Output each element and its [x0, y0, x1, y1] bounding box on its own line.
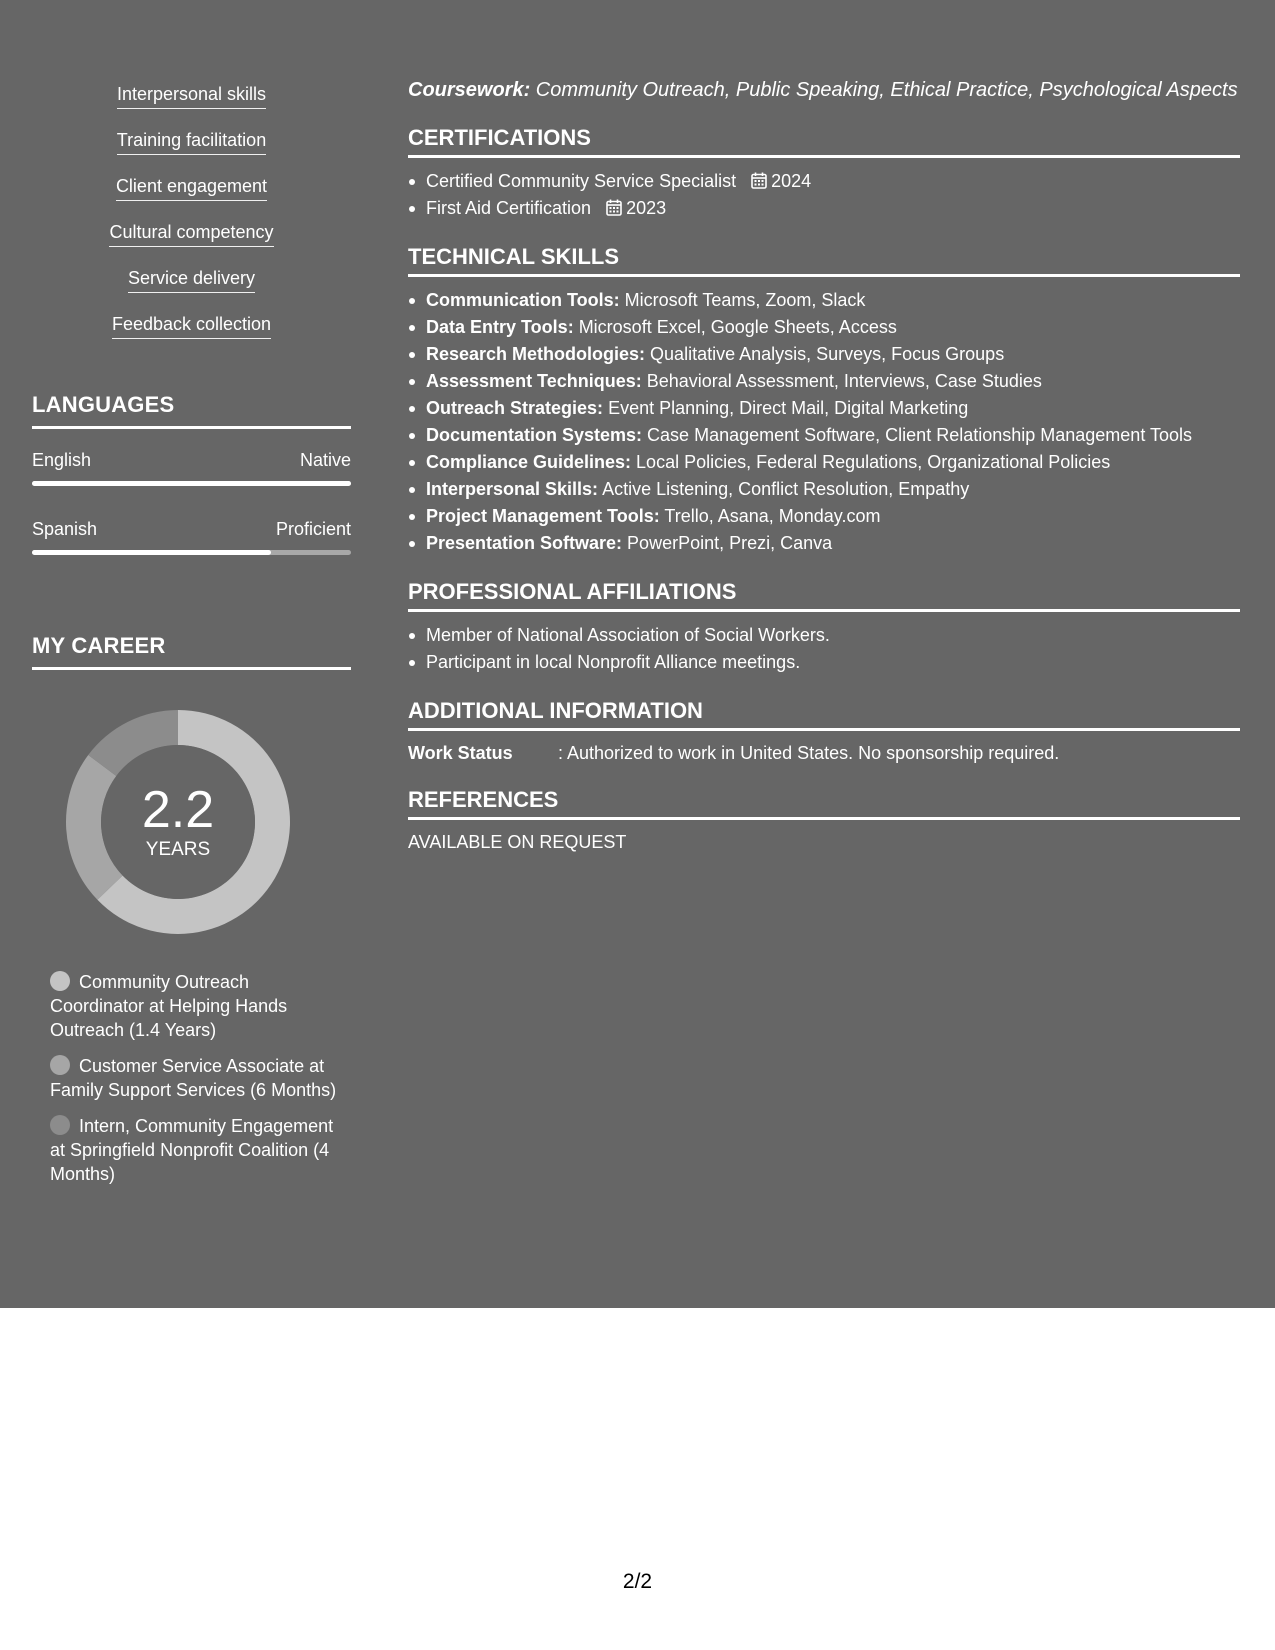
technical-skill-item	[408, 449, 1240, 476]
language-row-spanish	[32, 518, 351, 540]
technical-skill-item	[408, 368, 1240, 395]
technical-skills-list	[408, 287, 1240, 557]
skill-tag: Interpersonal skills	[117, 82, 266, 109]
certifications-title: CERTIFICATIONS	[408, 125, 1240, 158]
certification-item	[408, 168, 1240, 195]
affiliation-item: Participant in local Nonprofit Alliance meetings.	[408, 649, 1240, 676]
certification-year: 2024	[771, 171, 812, 191]
technical-skill-item	[408, 314, 1240, 341]
skill-value: Qualitative Analysis, Surveys, Focus Groups	[645, 344, 1005, 364]
affiliation-item: Member of National Association of Social Workers.	[408, 622, 1240, 649]
career-total-value: 2.2	[141, 781, 215, 839]
skill-label: Documentation Systems:	[426, 425, 643, 445]
affiliations-list	[408, 622, 1240, 676]
career-item	[50, 970, 340, 1042]
technical-skill-item	[408, 530, 1240, 557]
language-bar-spanish	[32, 550, 351, 555]
legend-dot-icon	[50, 1055, 70, 1075]
technical-skill-item	[408, 503, 1240, 530]
career-total-unit: YEARS	[145, 839, 211, 860]
career-item	[50, 1054, 340, 1102]
career-list	[50, 970, 340, 1198]
language-name: Spanish	[32, 519, 98, 539]
skill-tag: Feedback collection	[112, 312, 271, 339]
calendar-icon	[606, 199, 622, 216]
language-level: Native	[299, 450, 351, 470]
references-text: AVAILABLE ON REQUEST	[408, 832, 627, 852]
skill-tag: Client engagement	[116, 174, 267, 201]
certification-item	[408, 195, 1240, 222]
technical-skills-title: TECHNICAL SKILLS	[408, 244, 1240, 277]
skill-label: Data Entry Tools:	[426, 317, 574, 337]
skill-value: Active Listening, Conflict Resolution, Empathy	[598, 479, 970, 499]
skill-label: Outreach Strategies:	[426, 398, 604, 418]
work-status-value: : Authorized to work in United States. No sponsorship required.	[558, 743, 1060, 763]
career-item-text: Customer Service Associate at Family Support Services (6 Months)	[50, 1056, 337, 1100]
calendar-icon	[751, 172, 767, 189]
skill-label: Presentation Software:	[426, 533, 623, 553]
language-row-english	[32, 449, 351, 471]
career-heading: MY CAREER	[32, 633, 351, 670]
skills-list	[32, 82, 351, 358]
skill-label: Compliance Guidelines:	[426, 452, 632, 472]
skill-label: Interpersonal Skills:	[426, 479, 599, 499]
work-status-label: Work Status	[408, 743, 513, 763]
sidebar	[32, 82, 351, 658]
career-total	[66, 710, 290, 934]
skill-value: Behavioral Assessment, Interviews, Case Studies	[641, 371, 1042, 391]
language-bar-fill	[32, 550, 271, 555]
technical-skill-item	[408, 341, 1240, 368]
skill-tag: Training facilitation	[117, 128, 266, 155]
skill-label: Research Methodologies:	[426, 344, 646, 364]
skill-tag: Service delivery	[128, 266, 255, 293]
references-title: REFERENCES	[408, 787, 1240, 820]
career-item	[50, 1114, 340, 1186]
technical-skills-section	[408, 244, 1240, 557]
certifications-list	[408, 168, 1240, 222]
language-bar-english	[32, 481, 351, 486]
legend-dot-icon	[50, 1115, 70, 1135]
work-status-row	[408, 741, 1240, 765]
language-name: English	[32, 450, 92, 470]
skill-tag: Cultural competency	[109, 220, 273, 247]
skill-value: Microsoft Excel, Google Sheets, Access	[573, 317, 897, 337]
skill-label: Project Management Tools:	[426, 506, 660, 526]
languages-heading: LANGUAGES	[32, 392, 351, 429]
skill-value: Local Policies, Federal Regulations, Organizational Policies	[631, 452, 1111, 472]
skill-value: Microsoft Teams, Zoom, Slack	[619, 290, 866, 310]
technical-skill-item	[408, 476, 1240, 503]
legend-dot-icon	[50, 971, 70, 991]
language-bar-fill	[32, 481, 351, 486]
coursework-label: Coursework:	[408, 79, 531, 101]
skill-value: PowerPoint, Prezi, Canva	[622, 533, 833, 553]
career-item-text: Intern, Community Engagement at Springfield Nonprofit Coalition (4 Months)	[50, 1116, 334, 1184]
skill-value: Case Management Software, Client Relationship Management Tools	[642, 425, 1193, 445]
certification-name: First Aid Certification	[426, 198, 592, 218]
skill-label: Assessment Techniques:	[426, 371, 642, 391]
additional-info-title: ADDITIONAL INFORMATION	[408, 698, 1240, 731]
certification-year: 2023	[626, 198, 667, 218]
main-content	[408, 78, 1240, 854]
skill-value: Trello, Asana, Monday.com	[659, 506, 881, 526]
technical-skill-item	[408, 287, 1240, 314]
page-number: 2/2	[622, 1570, 653, 1593]
coursework-text: Community Outreach, Public Speaking, Ethical Practice, Psychological Aspects	[530, 79, 1238, 101]
language-level: Proficient	[275, 519, 351, 539]
certifications-section	[408, 125, 1240, 222]
certification-name: Certified Community Service Specialist	[426, 171, 737, 191]
affiliations-title: PROFESSIONAL AFFILIATIONS	[408, 579, 1240, 612]
career-donut-chart	[66, 710, 290, 934]
career-item-text: Community Outreach Coordinator at Helping Hands Outreach (1.4 Years)	[50, 972, 288, 1040]
coursework	[408, 78, 1240, 103]
additional-info-section	[408, 698, 1240, 765]
skill-value: Event Planning, Direct Mail, Digital Marketing	[603, 398, 969, 418]
technical-skill-item	[408, 422, 1240, 449]
affiliations-section	[408, 579, 1240, 676]
references-section	[408, 787, 1240, 854]
skill-label: Communication Tools:	[426, 290, 620, 310]
technical-skill-item	[408, 395, 1240, 422]
